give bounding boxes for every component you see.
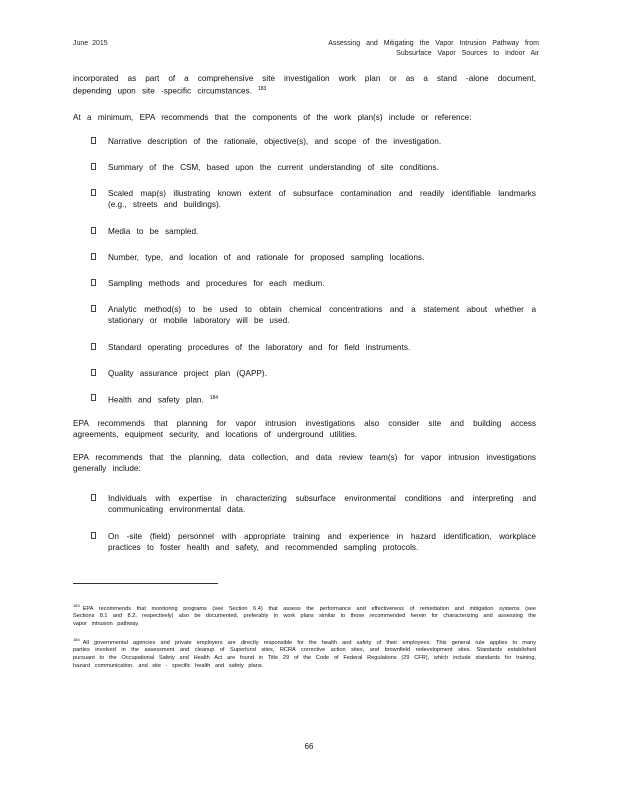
bullet-icon	[91, 532, 96, 539]
list-item	[91, 393, 536, 406]
bullet-icon	[91, 494, 96, 501]
list-item-text: Quality assurance project plan (QAPP).	[108, 369, 267, 378]
footnote-divider	[73, 583, 218, 584]
header-date: June 2015	[73, 40, 108, 47]
health-plan-text: Health and safety plan.	[108, 395, 204, 405]
list-item-text	[108, 393, 536, 406]
list-item	[91, 531, 536, 553]
bullet-icon	[91, 343, 96, 350]
bullet-icon	[91, 253, 96, 260]
footnote-ref-184: 184	[209, 395, 219, 401]
list-item-text: Number, type, and location of and rationale for proposed sampling locations.	[108, 253, 425, 262]
list-item-text: On -site (field) personnel with appropriate training and experience in hazard identification, workplace practices to foster health and safety, and recommended sampling protocols.	[108, 532, 536, 552]
list-item	[91, 278, 536, 289]
minimum-paragraph: At a minimum, EPA recommends that the components of the work plan(s) include or reference:	[73, 113, 472, 122]
footnote-ref-183: 183	[257, 86, 267, 92]
list-item-text: Standard operating procedures of the laboratory and for field instruments.	[108, 343, 411, 352]
list-item-text: Sampling methods and procedures for each medium.	[108, 279, 325, 288]
bullet-icon	[91, 163, 96, 170]
list-item-text: Individuals with expertise in characterizing subsurface environmental conditions and interpreting and communicating environmental data.	[108, 494, 536, 514]
footnote-183	[73, 602, 536, 629]
list-item-text: Media to be sampled.	[108, 227, 199, 236]
list-item	[91, 136, 536, 147]
list-item	[91, 226, 536, 237]
list-item-text: Scaled map(s) illustrating known extent of subsurface contamination and readily identifiable landmarks (e.g., streets and buildings).	[108, 189, 536, 209]
footnote-number: 184	[73, 637, 80, 642]
intro-text: incorporated as part of a comprehensive site investigation work plan or as a stand -alone document, depending upon site -specific circumstances.	[73, 74, 536, 96]
bullet-icon	[91, 137, 96, 144]
list-item	[91, 342, 536, 353]
footnote-184	[73, 636, 536, 670]
list-item	[91, 162, 536, 173]
header-title-line2: Subsurface Vapor Sources to Indoor Air	[396, 50, 539, 57]
bullet-icon	[91, 305, 96, 312]
list-item	[91, 493, 536, 515]
planning-paragraph: EPA recommends that planning for vapor intrusion investigations also consider site and building access agreements, equipment security, and locations of underground utilities.	[73, 419, 536, 439]
bullet-icon	[91, 189, 96, 196]
bullet-icon	[91, 227, 96, 234]
list-item	[91, 304, 536, 326]
list-item-text: Analytic method(s) to be used to obtain chemical concentrations and a statement about whether a stationary or mobile laboratory will be used.	[108, 305, 536, 325]
footnote-text: EPA recommends that monitoring programs (see Section 6.4) that assess the performance and effectiveness of remediation and mitigation systems (see Sections 8.1 and 8.2, respectively) also be documented, preferably in work plans similar to those recommended herein for characterizing and assessing the vapor intrusion pathway.	[73, 605, 536, 628]
bullet-icon	[91, 279, 96, 286]
list-item-text: Narrative description of the rationale, objective(s), and scope of the investigation.	[108, 137, 442, 146]
header-title-line1: Assessing and Mitigating the Vapor Intrusion Pathway from	[328, 40, 539, 47]
bullet-icon	[91, 394, 96, 401]
page-number: 66	[304, 742, 314, 751]
list-item	[91, 188, 536, 210]
bullet-icon	[91, 369, 96, 376]
list-item-text: Summary of the CSM, based upon the current understanding of site conditions.	[108, 163, 439, 172]
footnote-number: 183	[73, 603, 80, 608]
list-item	[91, 252, 536, 263]
list-item	[91, 368, 536, 379]
header-title	[328, 39, 539, 59]
team-paragraph: EPA recommends that the planning, data collection, and data review team(s) for vapor intrusion investigations generally include:	[73, 453, 536, 473]
intro-paragraph	[73, 73, 536, 97]
footnote-text: All governmental agencies and private employers are directly responsible for the health and safety of their employees. This general rule applies to many parties involved in the assessment and cleanup of Superfund sites, RCRA corrective action sites, and brownfield redevelopment sites. Standards established pursuant to the Occupational Safety and Health Act are found in Title 29 of the Code of Federal Regulations (29 CFR), which include standards for training, hazard communication, and site - specific health and safety plans.	[73, 639, 536, 669]
